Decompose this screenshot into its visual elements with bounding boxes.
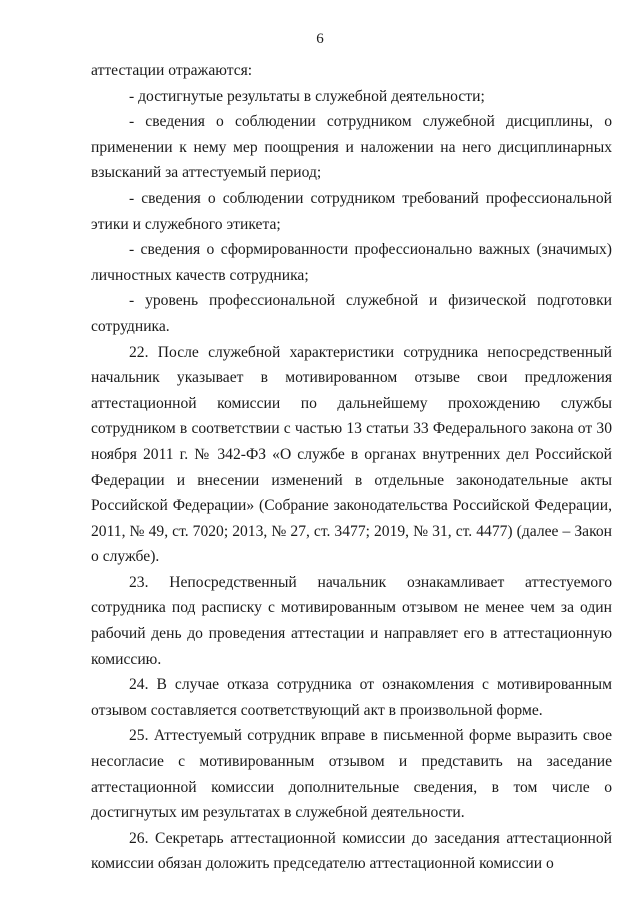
page-number: 6 (316, 31, 324, 47)
paragraph-intro: аттестации отражаются: (91, 62, 253, 79)
list-item-personal-qualities: - сведения о сформированности профессионально важных (значимых) личностных качеств сотрудника; (91, 241, 612, 284)
paragraph-24: 24. В случае отказа сотрудника от ознакомления с мотивированным отзывом составляется соответствующий акт в произвольной форме. (91, 676, 612, 719)
document-body (91, 58, 612, 877)
list-item-results: - достигнутые результаты в служебной деятельности; (129, 87, 485, 105)
list-item-discipline: - сведения о соблюдении сотрудником служебной дисциплины, о применении к нему мер поощрения и наложении на него дисциплинарных взысканий за аттестуемый период; (91, 113, 612, 182)
paragraph-26: 26. Секретарь аттестационной комиссии до заседания аттестационной комиссии обязан доложить председателю аттестационной комиссии о (91, 829, 612, 873)
list-item-training-level: - уровень профессиональной служебной и физической подготовки сотрудника. (91, 292, 612, 335)
paragraph-25: 25. Аттестуемый сотрудник вправе в письменной форме выразить свое несогласие с мотивированным отзывом и представить на заседание аттестационной комиссии дополнительные сведения, в том числе о достигнутых им результатах в служебной деятельности. (91, 727, 612, 822)
list-item-ethics: - сведения о соблюдении сотрудником требований профессиональной этики и служебного этикета; (91, 189, 612, 233)
paragraph-23: 23. Непосредственный начальник ознакамливает аттестуемого сотрудника под расписку с мотивированным отзывом не менее чем за один рабочий день до проведения аттестации и направляет его в аттестационную комиссию. (91, 573, 612, 668)
paragraph-22: 22. После служебной характеристики сотрудника непосредственный начальник указывает в мотивированном отзыве свои предложения аттестационной комиссии по дальнейшему прохождению службы сотрудником в соответствии с частью 13 статьи 33 Федерального закона от 30 ноября 2011 г. № 342-ФЗ «О службе в органах внутренних дел Российской Федерации и внесении изменений в отдельные законодательные акты Российской Федерации» (Собрание законодательства Российской Федерации, 2011, № 49, ст. 7020; 2013, № 27, ст. 3477; 2019, № 31, ст. 4477) (далее – Закон о службе). (91, 343, 612, 566)
